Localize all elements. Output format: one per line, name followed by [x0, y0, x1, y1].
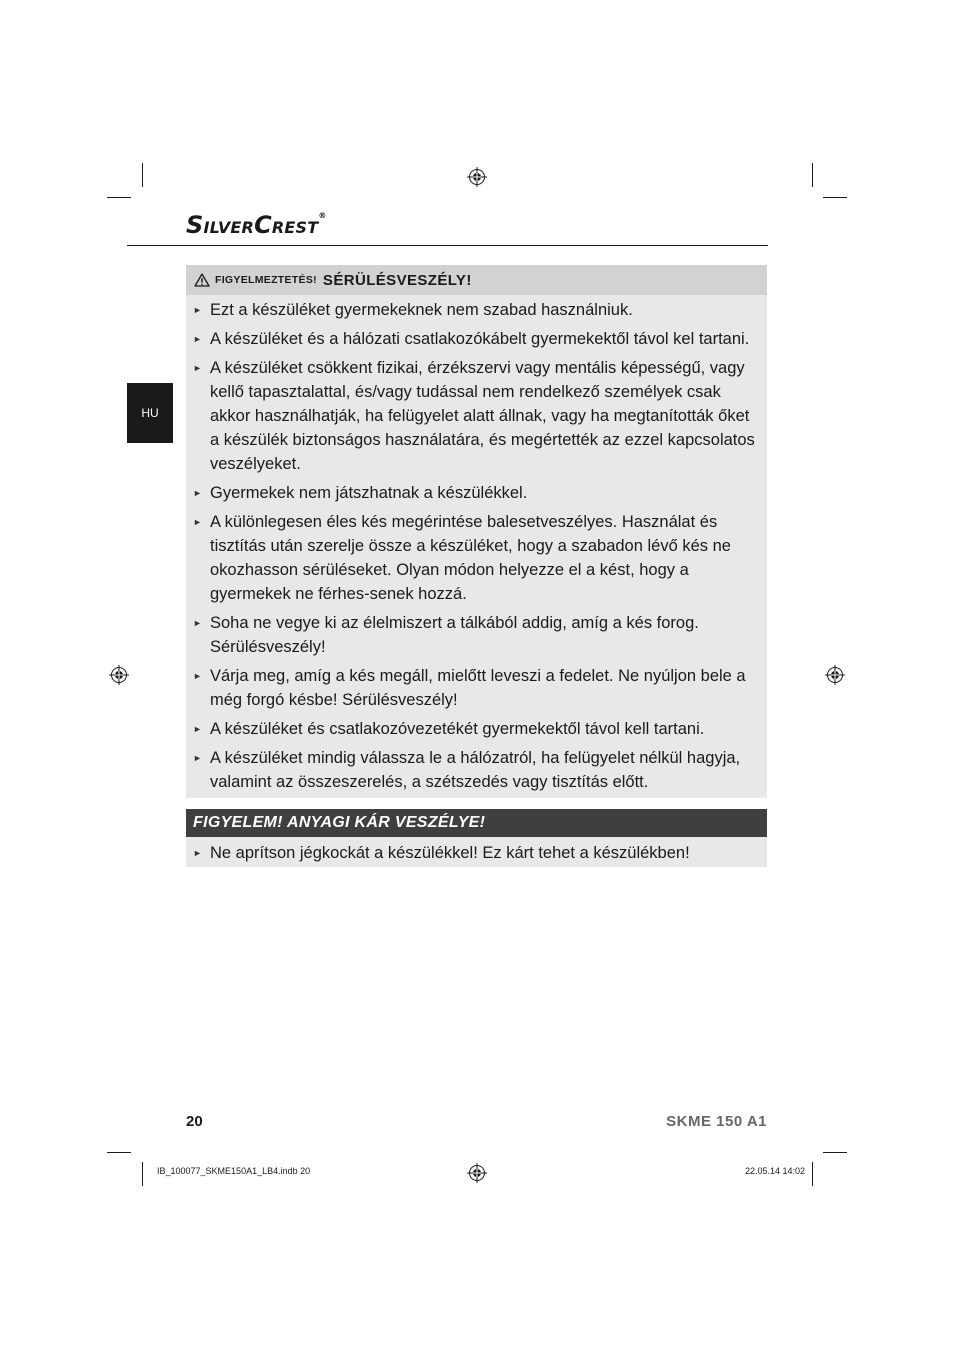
print-slug-file: IB_100077_SKME150A1_LB4.indb 20 [157, 1166, 311, 1176]
crop-mark [823, 197, 847, 198]
list-item [186, 356, 767, 476]
warning-list [186, 298, 767, 799]
list-item [186, 510, 767, 606]
list-item-text: A készüléket és a hálózati csatlakozókábelt gyermekektől távol kel tartani. [210, 330, 750, 348]
registration-mark-icon [467, 1163, 487, 1183]
list-item [186, 298, 767, 322]
language-tab [127, 383, 173, 443]
bullet-arrow-icon: ► [193, 618, 202, 628]
list-item-text: Ne aprítson jégkockát a készülékkel! Ez kárt tehet a készülékben! [210, 844, 690, 862]
bullet-arrow-icon: ► [193, 724, 202, 734]
brand-trademark: ® [318, 211, 327, 220]
language-tab-label: HU [141, 406, 159, 420]
crop-mark [107, 197, 131, 198]
warning-label-big: SÉRÜLÉSVESZÉLY! [322, 271, 472, 289]
crop-mark [823, 1152, 847, 1153]
bullet-arrow-icon: ► [193, 848, 202, 858]
crop-mark [812, 163, 813, 187]
brand-silver-rest: ILVER [203, 218, 255, 237]
warning-label-small: FIGYELMEZTETÉS! [215, 274, 317, 286]
registration-mark-icon [109, 665, 129, 685]
registration-mark-icon [467, 167, 487, 187]
bullet-arrow-icon: ► [193, 363, 202, 373]
list-item-text: Ezt a készüléket gyermekeknek nem szabad használniuk. [210, 301, 633, 319]
bullet-arrow-icon: ► [193, 334, 202, 344]
list-item-text: A különlegesen éles kés megérintése balesetveszélyes. Használat és tisztítás után szerelje össze a készüléket, hogy a szabadon lévő kés ne okozhasson sérüléseket. Olyan módon helyezze el a kést, hogy a gyermekek ne férhes-senek hozzá. [210, 513, 731, 603]
bullet-arrow-icon: ► [193, 753, 202, 763]
list-item [186, 841, 767, 865]
crop-mark [142, 163, 143, 187]
model-number: SKME 150 A1 [666, 1113, 767, 1130]
list-item [186, 611, 767, 659]
crop-mark [812, 1162, 813, 1186]
crop-mark [107, 1152, 131, 1153]
list-item [186, 327, 767, 351]
list-item-text: A készüléket mindig válassza le a hálózatról, ha felügyelet nélkül hagyja, valamint az összeszerelés, a szétszedés vagy tisztítás előtt. [210, 749, 741, 791]
list-item [186, 746, 767, 794]
list-item-text: Gyermekek nem játszhatnak a készülékkel. [210, 484, 528, 502]
list-item [186, 717, 767, 741]
page-number: 20 [186, 1113, 203, 1130]
bullet-arrow-icon: ► [193, 671, 202, 681]
brand-crest-rest: REST [271, 218, 319, 237]
attention-box [186, 837, 767, 867]
registration-mark-icon [825, 665, 845, 685]
list-item-text: A készüléket csökkent fizikai, érzékszervi vagy mentális képességű, vagy kellő tapasztalattal, és/vagy tudással nem rendelkező személyek csak akkor használhatják, ha felügyelet alatt állnak, vagy ha megtanították őket a készülék biztonságos használatára, és megértették az ezzel kapcsolatos veszélyeket. [210, 359, 755, 473]
crop-mark [142, 1162, 143, 1186]
attention-title: FIGYELEM! ANYAGI KÁR VESZÉLYE! [193, 814, 486, 831]
attention-header [186, 809, 767, 837]
list-item [186, 664, 767, 712]
brand-logo [186, 211, 327, 239]
warning-box [186, 265, 767, 798]
list-item [186, 481, 767, 505]
list-item-text: Várja meg, amíg a kés megáll, mielőtt leveszi a fedelet. Ne nyúljon bele a még forgó késbe! Sérülésveszély! [210, 667, 746, 709]
warning-triangle-icon [194, 273, 210, 287]
print-slug-date: 22.05.14 14:02 [744, 1166, 805, 1176]
warning-header [186, 265, 767, 295]
brand-crest-initial: C [254, 211, 272, 239]
bullet-arrow-icon: ► [193, 305, 202, 315]
bullet-arrow-icon: ► [193, 517, 202, 527]
list-item-text: A készüléket és csatlakozóvezetékét gyermekektől távol kell tartani. [210, 720, 705, 738]
bullet-arrow-icon: ► [193, 488, 202, 498]
list-item-text: Soha ne vegye ki az élelmiszert a tálkából addig, amíg a kés forog. Sérülésveszély! [210, 614, 699, 656]
attention-list [186, 841, 767, 870]
header-rule [127, 245, 768, 246]
brand-silver-initial: S [186, 211, 204, 239]
